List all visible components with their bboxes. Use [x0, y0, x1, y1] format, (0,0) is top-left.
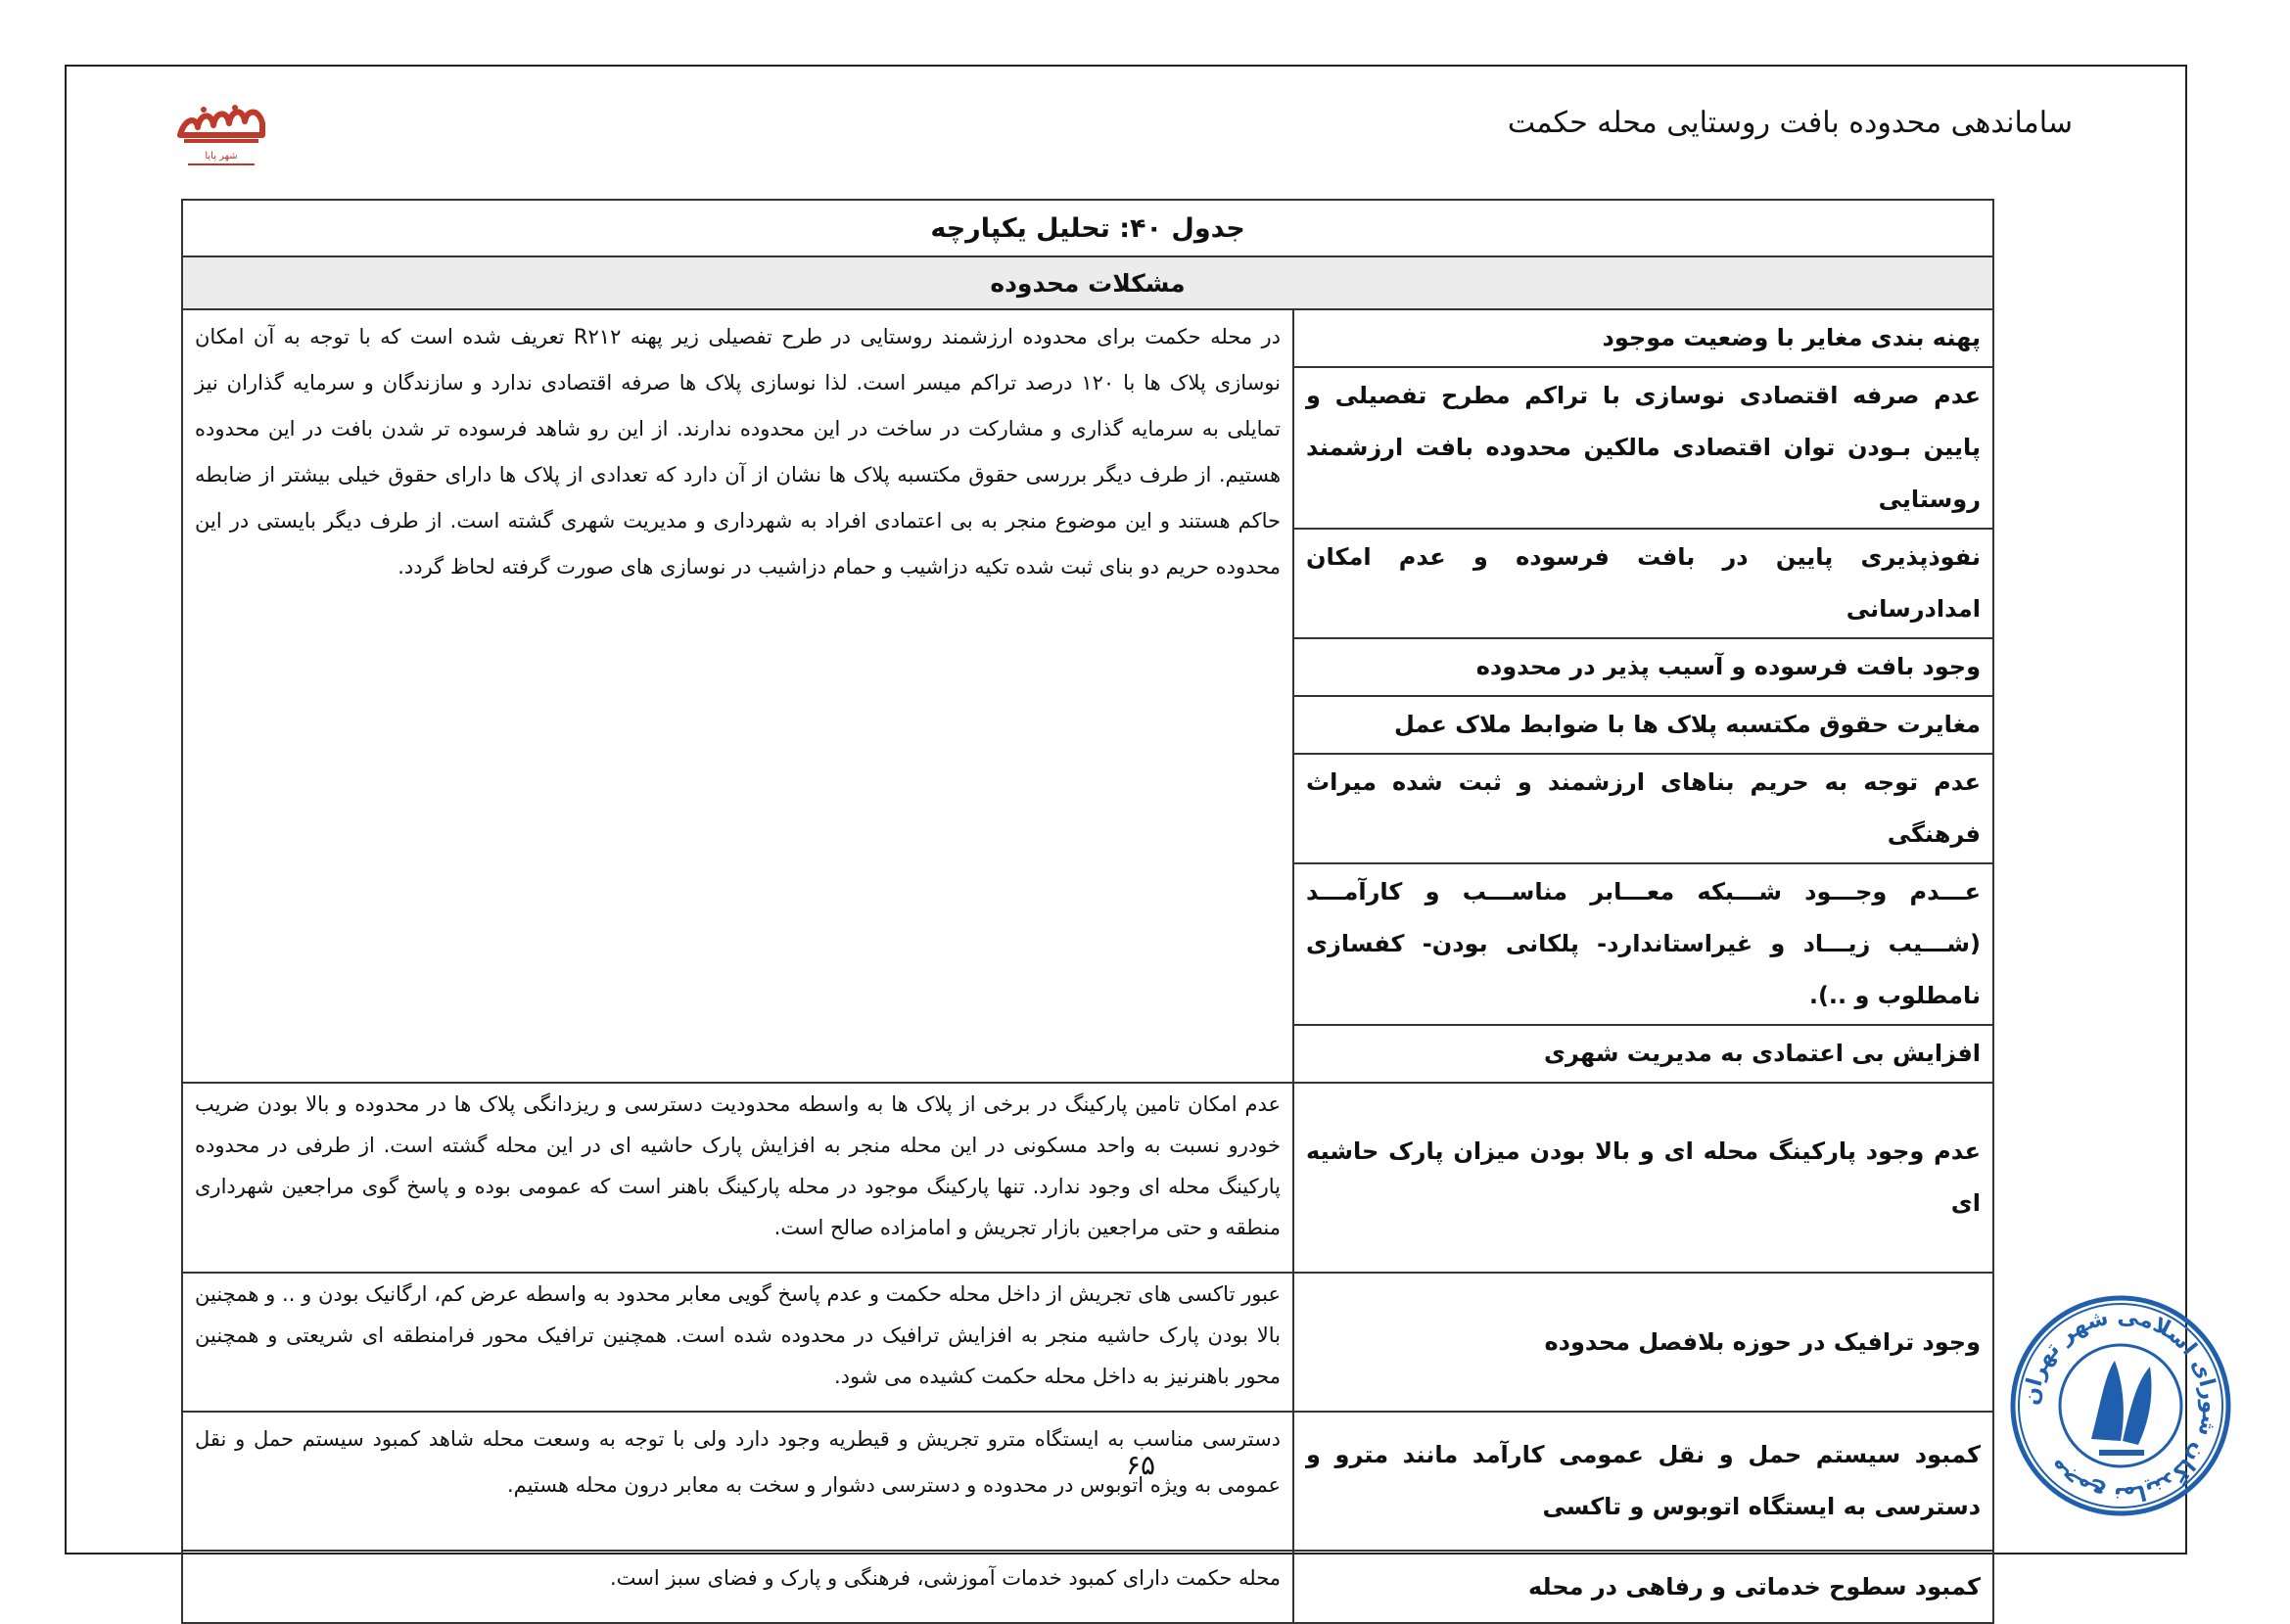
logo-tagline: شهر پایا [205, 151, 238, 162]
problem-cell: کمبود سطوح خدماتی و رفاهی در محله [1293, 1551, 1993, 1623]
description-cell: عدم امکان تامین پارکینگ در برخی از پلاک ها به واسطه محدودیت دسترسی و ریزدانگی پلاک ها در محدوده و بالا بودن ضریب خودرو نسبت به واحد مسکونی در این محله منجر به افزایش پارک حاشیه ای در این محله گشته است. از طرفی در محدوده پارکینگ محله ای وجود ندارد. تنها پارکینگ موجود در محله پارکینگ باهنر است که عمومی بوده و پاسخ گوی مراجعین شهرداری منطقه و حتی مراجعین بازار تجریش و امامزاده صالح است. [182, 1083, 1293, 1273]
problem-cell: افزایش بی اعتمادی به مدیریت شهری [1293, 1025, 1993, 1083]
problem-cell: وجود ترافیک در حوزه بلافصل محدوده [1293, 1273, 1993, 1412]
problem-cell: مغایرت حقوق مکتسبه پلاک ها با ضوابط ملاک عمل [1293, 696, 1993, 754]
logo [174, 102, 268, 170]
logo-wordmark-icon [174, 102, 268, 149]
problem-cell: کمبود سیستم حمل و نقل عمومی کارآمد مانند مترو و دسترسی به ایستگاه اتوبوس و تاکسی [1293, 1412, 1993, 1551]
description-cell: دسترسی مناسب به ایستگاه مترو تجریش و قیطریه وجود دارد ولی با توجه به وسعت محله شاهد کمبود سیستم حمل و نقل عمومی به ویژه اتوبوس در محدوده و دسترسی دشوار و سخت به معابر درون محله هستیم. [182, 1412, 1293, 1551]
description-cell: محله حکمت دارای کمبود خدمات آموزشی، فرهنگی و پارک و فضای سبز است. [182, 1551, 1293, 1623]
problem-cell: عدم وجود پارکینگ محله ای و بالا بودن میزان پارک حاشیه ای [1293, 1083, 1993, 1273]
description-cell: در محله حکمت برای محدوده ارزشمند روستایی در طرح تفصیلی زیر پهنه R۲۱۲ تعریف شده است که با توجه به آن امکان نوسازی پلاک ها با ۱۲۰ درصد تراکم میسر است. لذا نوسازی پلاک ها صرفه اقتصادی ندارد و سازندگان و سرمایه گذاران نیز تمایلی به سرمایه گذاری و مشارکت در ساخت در این محدوده ندارند. از این رو شاهد فرسوده تر شدن بافت در این محدوده هستیم. از طرف دیگر بررسی حقوق مکتسبه پلاک ها نشان از آن دارد که تعدادی از پلاک ها دارای حقوق خیلی بیشتر از ضابطه حاکم هستند و این موضوع منجر به بی اعتمادی افراد به شهرداری و مدیریت شهری گشته است. از طرف دیگر بایستی در این محدوده حریم دو بنای ثبت شده تکیه دزاشیب و حمام دزاشیب در نوسازی های صورت گرفته لحاظ گردد. [182, 309, 1293, 1083]
document-title: ساماندهی محدوده بافت روستایی محله حکمت [1507, 106, 2073, 140]
section-title: مشکلات محدوده [182, 256, 1993, 309]
integrated-analysis-table [181, 199, 1994, 1624]
description-cell: عبور تاکسی های تجریش از داخل محله حکمت و عدم پاسخ گویی معابر محدود به واسطه عرض کم، ارگانیک بودن و .. و همچنین بالا بودن پارک حاشیه منجر به افزایش ترافیک در محدوده شده است. همچنین ترافیک محور فرامنطقه ای شریعتی و همچنین محور باهنرنیز به داخل محله حکمت کشیده می شود. [182, 1273, 1293, 1412]
problem-cell: وجود بافت فرسوده و آسیب پذیر در محدوده [1293, 638, 1993, 696]
problem-cell: عـــدم وجـــود شـــبکه معـــابر مناســـب و کارآمـــد (شـــیب زیـــاد و غیراستاندارد- پلکانی بودن- کفسازی نامطلوب و ..). [1293, 863, 1993, 1025]
problem-cell: عدم صرفه اقتصادی نوسازی با تراکم مطرح تفصیلی و پایین بـودن توان اقتصادی مالکین محدوده بافت ارزشمند روستایی [1293, 367, 1993, 529]
table-title: جدول ۴۰: تحلیل یکپارچه [182, 200, 1993, 256]
problem-cell: پهنه بندی مغایر با وضعیت موجود [1293, 309, 1993, 367]
council-stamp-icon [2007, 1292, 2234, 1519]
logo-underline [188, 163, 255, 165]
problem-cell: نفوذپذیری پایین در بافت فرسوده و عدم امکان امدادرسانی [1293, 529, 1993, 638]
problem-cell: عدم توجه به حریم بناهای ارزشمند و ثبت شده میراث فرهنگی [1293, 754, 1993, 863]
stamp-text: مجمع نمایندگان شورای اسلامی شهر تهران [2019, 1304, 2222, 1508]
page-number: ۶۵ [1126, 1449, 1156, 1481]
